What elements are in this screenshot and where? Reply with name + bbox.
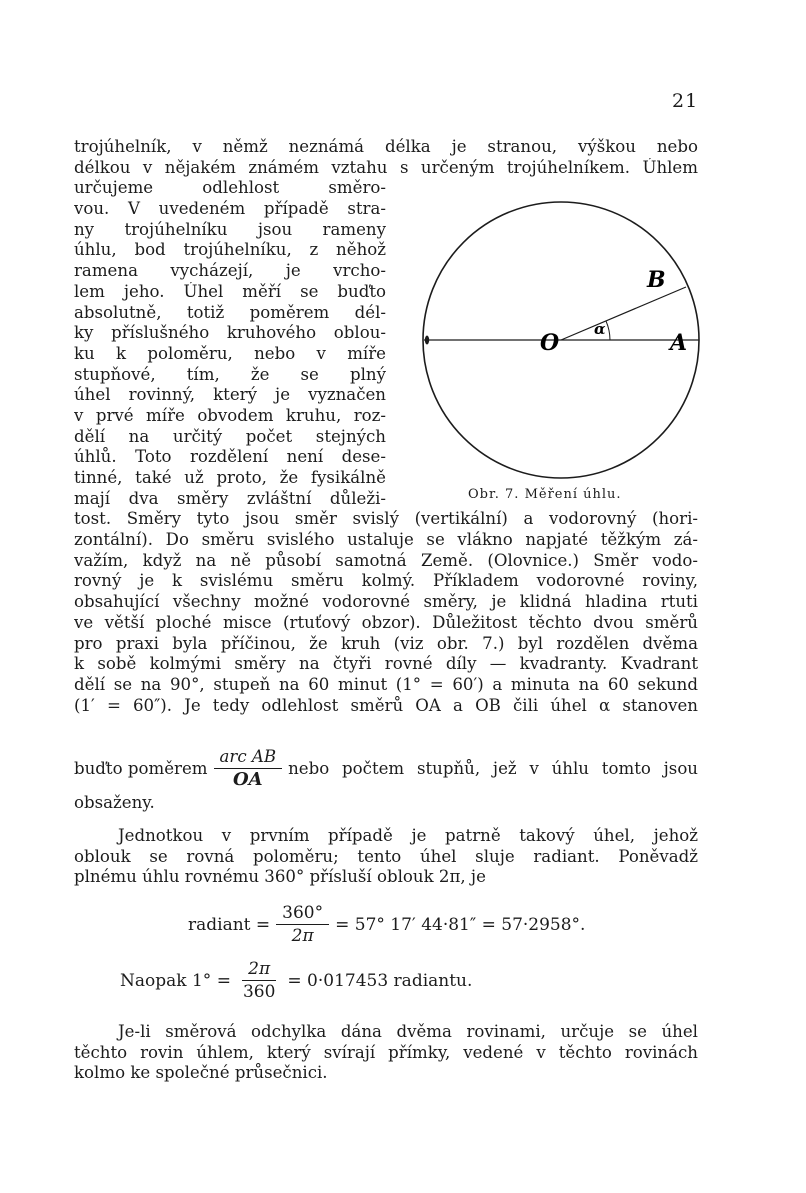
text-line: važím, když na ně působí samotná Země. (Olovnice.) Směr vodo- [74,550,698,570]
text-line: Je-li směrová odchylka dána dvěma rovinami, určuje se úhel [118,1022,698,1041]
fraction-denominator: 2π [291,926,314,946]
text-line: k sobě kolmými směry na čtyři rovné díly — kvadranty. Kvadrant [74,654,698,674]
paragraph-1-end [74,793,698,814]
label-o: O [540,330,560,356]
paragraph-3 [74,1022,698,1084]
text-line: ve větší ploché misce (rtuťový obzor). Důležitost těchto dvou směrů [74,612,698,632]
text-line: určujeme odlehlost směro- [74,178,386,198]
text-line: dělí na určitý počet stejných [74,426,386,446]
equation-lhs: radiant = [188,914,271,935]
text-line: ny trojúhelníku jsou rameny [74,219,386,239]
text-line: úhlu, bod trojúhelníku, z něhož [74,240,386,260]
figure-angle-measurement [418,200,704,500]
text-line: kolmo ke společné průsečnici. [74,1063,328,1083]
text-line: vou. V uvedeném případě stra- [74,199,386,219]
text-line: stupňové, tím, že se plný [74,364,386,384]
text-line: mají dva směry zvláštní důleži- [74,488,386,508]
equation-rhs: = 0·017453 radiantu. [287,970,473,991]
text-line: Jednotkou v prvním případě je patrně takový úhel, jehož [118,826,698,845]
text-line: obsaženy. [74,793,155,812]
equation-fraction [237,958,281,1003]
fraction-numerator: 360° [276,902,329,925]
text-line: (1′ = 60″). Je tedy odlehlost směrů OA a OB čili úhel α stanoven [74,695,698,715]
fraction-numerator: 2π [242,958,276,981]
text-line: absolutně, totiž poměrem dél- [74,302,386,322]
angle-arc [606,321,610,340]
equation-fraction [276,902,329,947]
paragraph-2 [74,826,698,888]
text-line: pro praxi byla příčinou, že kruh (viz obr. 7.) byl rozdělen dvěma [74,633,698,653]
text-line: úhel rovinný, který je vyznačen [74,385,386,405]
fraction-denominator: 360 [242,982,276,1002]
figure-caption: Obr. 7. Měření úhlu. [468,487,622,502]
equation-lhs: Naopak 1° = [120,970,231,991]
text-line: ky příslušného kruhového oblou- [74,323,386,343]
equation-radiant [188,902,585,947]
text-line: těchto rovin úhlem, který svírají přímky, vedené v těchto rovinách [74,1042,698,1062]
text-line: lem jeho. Úhel měří se buďto [74,281,386,301]
text-line: trojúhelník, v němž neznámá délka je stranou, výškou nebo [74,137,698,156]
fraction-arc-ab-over-oa [214,746,283,791]
text-line: ku k poloměru, nebo v míře [74,343,386,363]
text-line: zontální). Do směru svislého ustaluje se vlákno napjaté těžkým zá- [74,530,698,550]
text-line: úhlů. Toto rozdělení není dese- [74,447,386,467]
equation-degree [120,958,472,1003]
text-line: plnému úhlu rovnému 360° přísluší oblouk 2π, je [74,867,486,887]
label-alpha: α [594,320,606,338]
text-line: obsahující všechny možné vodorovné směry, je klidná hladina rtuti [74,592,698,612]
text-before-fraction: buďto poměrem [74,759,208,778]
text-line: dělí se na 90°, stupeň na 60 minut (1° = 60′) a minuta na 60 sekund [74,674,698,694]
text-line: rovný je k svislému směru kolmý. Příkladem vodorovné roviny, [74,571,698,591]
left-point-mark [425,336,429,345]
text-after-fraction: nebo počtem stupňů, jež v úhlu tomto jsou [288,759,698,778]
fraction-denominator: OA [232,769,263,790]
fraction-line [74,746,698,791]
label-b: B [647,267,666,293]
equation-rhs: = 57° 17′ 44·81″ = 57·2958°. [335,914,586,935]
text-line: v prvé míře obvodem kruhu, roz- [74,405,386,425]
text-line: oblouk se rovná poloměru; tento úhel sluje radiant. Poněvadž [74,846,698,866]
circle-diagram [418,200,704,500]
page-number: 21 [672,90,699,112]
text-line: tinné, také už proto, že fysikálně [74,468,386,487]
fraction-numerator: arc AB [214,746,283,769]
label-a: A [670,330,688,356]
text-line: délkou v nějakém známém vztahu s určeným trojúhelníkem. Úhlem [74,157,698,177]
radius-ob [561,287,686,340]
text-line: tost. Směry tyto jsou směr svislý (vertikální) a vodorovný (hori- [74,509,698,529]
text-line: ramena vycházejí, je vrcho- [74,261,386,281]
